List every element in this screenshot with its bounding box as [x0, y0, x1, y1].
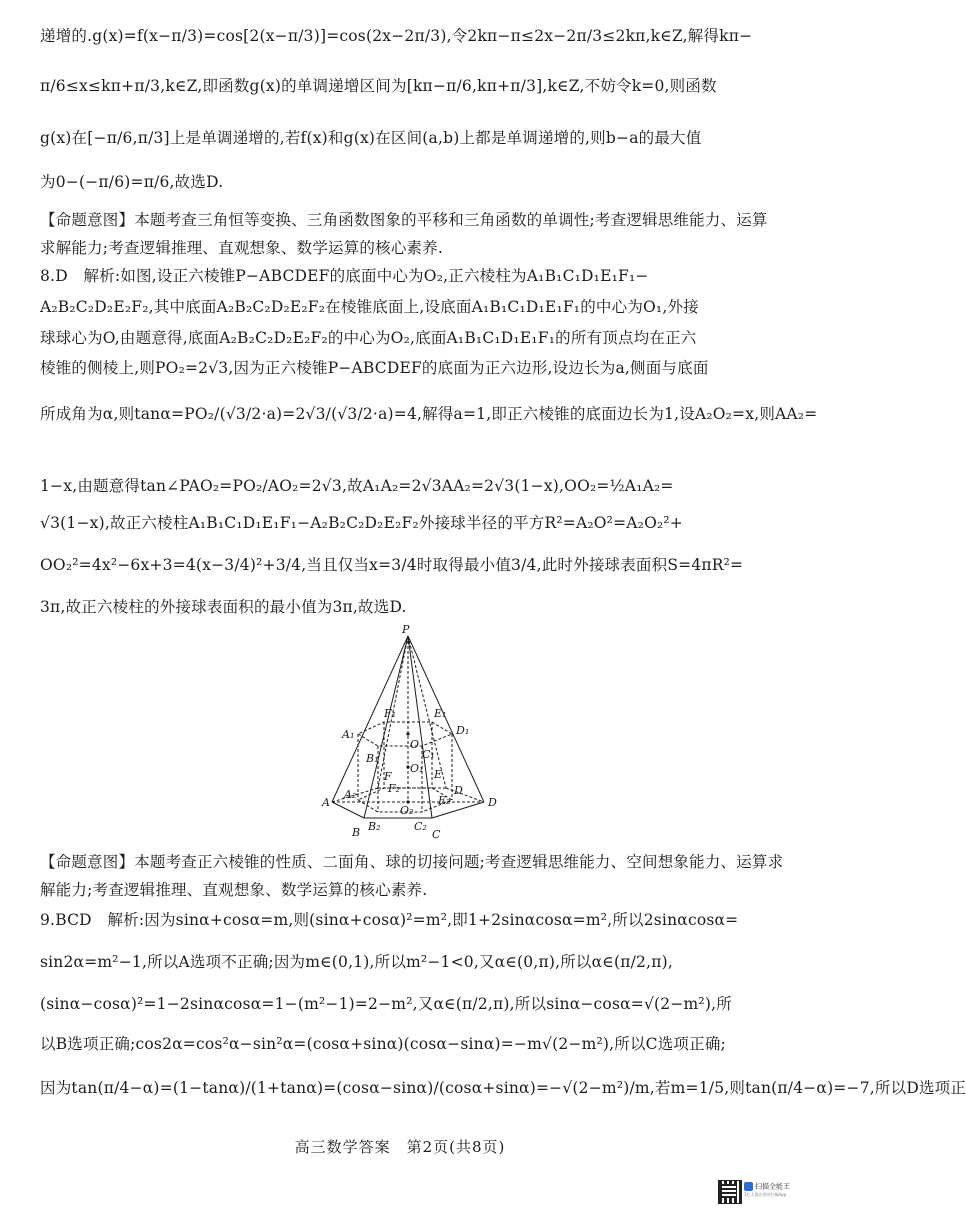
cs-logo-icon: [744, 1182, 753, 1191]
text-line: 为0−(−π/6)=π/6,故选D.: [40, 173, 224, 191]
text-line: 以B选项正确;cos2α=cos²α−sin²α=(cosα+sinα)(cosα−sinα)=−m√(2−m²),所以C选项正确;: [40, 1035, 726, 1053]
text-line: A₂B₂C₂D₂E₂F₂,其中底面A₂B₂C₂D₂E₂F₂在棱锥底面上,设底面A₁B₁C₁D₁E₁F₁的中心为O₁,外接: [40, 298, 699, 316]
text-line: (sinα−cosα)²=1−2sinαcosα=1−(m²−1)=2−m²,又α∈(π/2,π),所以sinα−cosα=√(2−m²),所: [40, 995, 732, 1013]
text-line: 9.BCD 解析:因为sinα+cosα=m,则(sinα+cosα)²=m²,即1+2sinαcosα=m²,所以2sinαcosα=: [40, 911, 739, 929]
label-b: B: [352, 826, 361, 839]
label-d1: D₁: [456, 724, 470, 737]
label-f: F: [384, 770, 392, 783]
page-footer: 高三数学答案 第2页(共8页): [294, 1138, 506, 1156]
text-line: 8.D 解析:如图,设正六棱锥P−ABCDEF的底面中心为O₂,正六棱柱为A₁B₁C₁D₁E₁F₁−: [40, 267, 649, 285]
text-line: g(x)在[−π/6,π/3]上是单调递增的,若f(x)和g(x)在区间(a,b)上都是单调递增的,则b−a的最大值: [40, 129, 702, 147]
text-line: sin2α=m²−1,所以A选项不正确;因为m∈(0,1),所以m²−1<0,又α∈(0,π),所以α∈(π/2,π),: [40, 953, 673, 971]
prism-top: [358, 722, 452, 746]
label-c2: C₂: [414, 820, 427, 833]
text-line: 因为tan(π/4−α)=(1−tanα)/(1+tanα)=(cosα−sinα)/(cosα+sinα)=−√(2−m²)/m,若m=1/5,则tan(π/4−α)=−7,所以D选项正: [40, 1079, 966, 1097]
text-line: π/6≤x≤kπ+π/3,k∈Z,即函数g(x)的单调递增区间为[kπ−π/6,kπ+π/3],k∈Z,不妨令k=0,则函数: [40, 77, 717, 95]
label-p: P: [402, 623, 410, 636]
text-line: √3(1−x),故正六棱柱A₁B₁C₁D₁E₁F₁−A₂B₂C₂D₂E₂F₂外接球半径的平方R²=A₂O²=A₂O₂²+: [40, 514, 683, 532]
pyramid-diagram: [318, 622, 498, 844]
intent-line: 【命题意图】本题考查正六棱锥的性质、二面角、球的切接问题;考查逻辑思维能力、空间想象能力、运算求: [40, 853, 784, 871]
label-e: E: [434, 768, 443, 781]
label-f1: F₁: [384, 707, 397, 720]
label-e1: E₁: [434, 707, 447, 720]
text-line: 所成角为α,则tanα=PO₂/(√3/2·a)=2√3/(√3/2·a)=4,解得a=1,即正六棱锥的底面边长为1,设A₂O₂=x,则AA₂=: [40, 405, 818, 423]
brand-name: 扫描全能王: [755, 1182, 790, 1191]
label-c: C: [432, 828, 441, 841]
point-o1: [406, 732, 409, 735]
intent-line: 解能力;考查逻辑推理、直观想象、数学运算的核心素养.: [40, 881, 428, 899]
label-o2: O₂: [400, 804, 414, 817]
label-d-base: D: [488, 796, 497, 809]
text-line: 1−x,由题意得tan∠PAO₂=PO₂/AO₂=2√3,故A₁A₂=2√3AA₂=2√3(1−x),OO₂=½A₁A₂=: [40, 477, 674, 495]
label-b1: B₁: [366, 752, 379, 765]
label-a1: A₁: [342, 728, 355, 741]
label-a: A: [322, 796, 330, 809]
label-c1: C₁: [422, 748, 435, 761]
label-e2: E₂: [438, 794, 451, 807]
scanner-brand: [744, 1182, 794, 1202]
label-o: O: [410, 738, 420, 751]
label-o1: O₁: [410, 762, 424, 775]
qr-code-icon: [718, 1180, 742, 1204]
text-line: 棱锥的侧棱上,则PO₂=2√3,因为正六棱锥P−ABCDEF的底面为正六边形,设边长为a,侧面与底面: [40, 359, 709, 377]
label-b2: B₂: [368, 820, 381, 833]
label-f2: F₂: [388, 782, 401, 795]
intent-line: 【命题意图】本题考查三角恒等变换、三角函数图象的平移和三角函数的单调性;考查逻辑思维能力、运算: [40, 211, 768, 229]
text-line: 3π,故正六棱柱的外接球表面积的最小值为3π,故选D.: [40, 598, 407, 616]
base-edge: [332, 802, 364, 818]
hexagonal-pyramid-figure: [318, 622, 498, 844]
text-line: 球球心为O,由题意得,底面A₂B₂C₂D₂E₂F₂的中心为O₂,底面A₁B₁C₁D₁E₁F₁的所有顶点均在正六: [40, 329, 697, 347]
lateral-edge: [364, 636, 408, 818]
brand-tagline: 3亿人都在用的扫描App: [744, 1191, 787, 1197]
intent-line: 求解能力;考查逻辑推理、直观想象、数学运算的核心素养.: [40, 239, 444, 257]
label-a2: A₂: [344, 788, 357, 801]
text-line: OO₂²=4x²−6x+3=4(x−3/4)²+3/4,当且仅当x=3/4时取得最小值3/4,此时外接球表面积S=4πR²=: [40, 556, 744, 574]
text-line: 递增的.g(x)=f(x−π/3)=cos[2(x−π/3)]=cos(2x−2π/3),令2kπ−π≤2x−2π/3≤2kπ,k∈Z,解得kπ−: [40, 27, 753, 45]
lateral-edge: [332, 636, 408, 802]
label-d: D: [454, 784, 463, 797]
